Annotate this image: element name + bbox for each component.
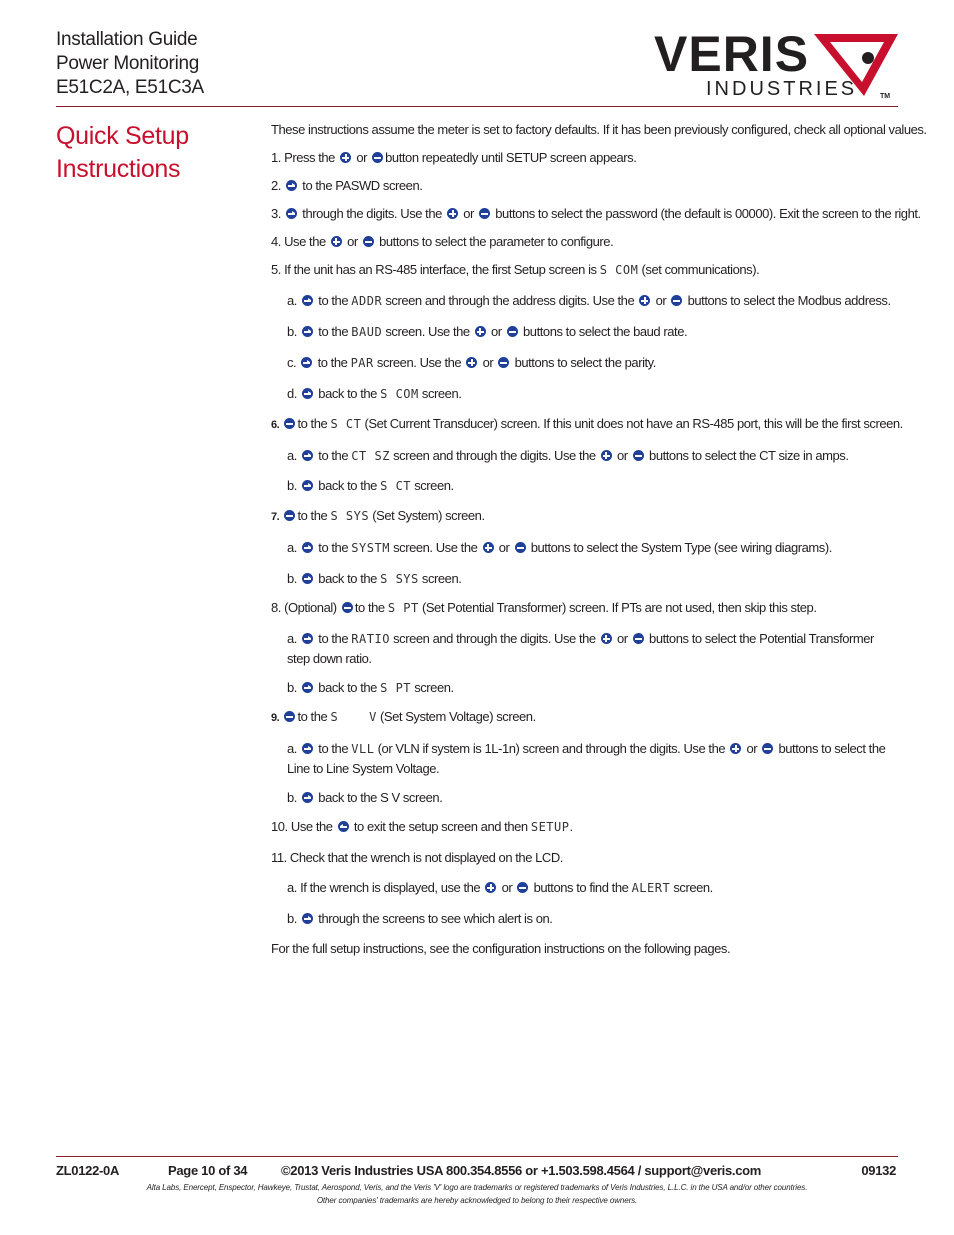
step-2: 2. to the PASWD screen.	[271, 178, 423, 193]
lcd-text: S PT	[387, 601, 419, 615]
up-button-icon	[483, 542, 494, 553]
lcd-text: S CT	[330, 417, 362, 431]
step-7a: a. to the SYSTM screen. Use the or buttons to select the System Type (see wiring diagrams).	[287, 540, 832, 555]
step-11: 11. Check that the wrench is not displayed on the LCD.	[271, 850, 563, 865]
step-4: 4. Use the or buttons to select the parameter to configure.	[271, 234, 614, 249]
document-header	[56, 28, 204, 100]
step-8a: a. to the RATIO screen and through the digits. Use the or buttons to select the Potential Transformer step down ratio.	[287, 631, 874, 666]
lcd-text: S COM	[380, 387, 419, 401]
step-5: 5. If the unit has an RS-485 interface, the first Setup screen is S COM (set communications).	[271, 262, 760, 277]
footer-trademark-2: Other companies' trademarks are hereby acknowledged to belong to their respective owners.	[316, 1196, 638, 1205]
step-6: 6. to the S CT (Set Current Transducer) screen. If this unit does not have an RS-485 port, this will be the first screen.	[271, 416, 903, 431]
footer-divider	[56, 1156, 898, 1157]
down-button-icon	[363, 236, 374, 247]
step-7b: b. back to the S SYS screen.	[287, 571, 462, 586]
footer-page-number: Page 10 of 34	[168, 1163, 248, 1178]
right-button-icon	[302, 573, 313, 584]
up-button-icon	[447, 208, 458, 219]
right-button-icon	[302, 480, 313, 491]
up-button-icon	[466, 357, 477, 368]
step-7: 7. to the S SYS (Set System) screen.	[271, 508, 485, 523]
step-6a: a. to the CT SZ screen and through the digits. Use the or buttons to select the CT size in amps.	[287, 448, 849, 463]
header-line-category: Power Monitoring	[56, 53, 200, 74]
right-button-icon	[302, 743, 313, 754]
right-button-icon	[286, 208, 297, 219]
section-title-line1: Quick Setup	[56, 122, 189, 150]
up-button-icon	[340, 152, 351, 163]
down-button-icon	[507, 326, 518, 337]
down-button-icon	[479, 208, 490, 219]
down-button-icon	[498, 357, 509, 368]
header-line-model: E51C2A, E51C3A	[56, 77, 204, 98]
intro-paragraph: These instructions assume the meter is set to factory defaults. If it has been previously configured, check all optional values.	[271, 122, 927, 137]
lcd-text: S CT	[380, 479, 412, 493]
down-button-icon	[515, 542, 526, 553]
up-button-icon	[639, 295, 650, 306]
logo-word-industries: INDUSTRIES	[706, 78, 858, 100]
lcd-text: ALERT	[631, 881, 671, 895]
up-button-icon	[730, 743, 741, 754]
right-button-icon	[302, 792, 313, 803]
step-5c: c. to the PAR screen. Use the or buttons to select the parity.	[287, 355, 656, 370]
down-button-icon	[762, 743, 773, 754]
right-button-icon	[302, 633, 313, 644]
step-1: 1. Press the or button repeatedly until SETUP screen appears.	[271, 150, 637, 165]
header-line-guide: Installation Guide	[56, 29, 198, 50]
veris-industries-logo	[654, 26, 898, 102]
lcd-text: ADDR	[351, 294, 383, 308]
right-button-icon	[301, 357, 312, 368]
lcd-text: S COM	[599, 263, 639, 277]
lcd-text: VLL	[351, 742, 375, 756]
left-button-icon	[338, 821, 349, 832]
right-button-icon	[302, 542, 313, 553]
logo-word-veris: VERIS	[654, 26, 810, 82]
right-button-icon	[302, 450, 313, 461]
down-button-icon	[342, 602, 353, 613]
lcd-text: S SYS	[380, 572, 419, 586]
lcd-text: S SYS	[330, 509, 370, 523]
footer-trademark-1: Alta Labs, Enercept, Enspector, Hawkeye, Trustat, Aerospond, Veris, and the Veris 'V' logo are trademarks or registered trademarks of Veris Industries, L.L.C. in the USA and/or other countries.	[146, 1183, 808, 1192]
right-button-icon	[302, 295, 313, 306]
right-button-icon	[286, 180, 297, 191]
outro-paragraph: For the full setup instructions, see the configuration instructions on the following pages.	[271, 941, 731, 956]
step-8: 8. (Optional) to the S PT (Set Potential Transformer) screen. If PTs are not used, then skip this step.	[271, 600, 817, 615]
up-button-icon	[331, 236, 342, 247]
lcd-text: S V	[330, 710, 377, 724]
down-button-icon	[284, 711, 295, 722]
step-11b: b. through the screens to see which alert is on.	[287, 911, 553, 926]
lcd-text: SETUP	[530, 820, 570, 834]
logo-dot-icon	[862, 52, 874, 64]
footer-contact: ©2013 Veris Industries USA 800.354.8556 or +1.503.598.4564 / support@veris.com	[281, 1163, 762, 1178]
step-3: 3. through the digits. Use the or buttons to select the password (the default is 00000). Exit the screen to the right.	[271, 206, 921, 221]
step-5a: a. to the ADDR screen and through the address digits. Use the or buttons to select the Modbus address.	[287, 293, 891, 308]
step-9b: b. back to the S V screen.	[287, 790, 443, 805]
down-button-icon	[284, 510, 295, 521]
step-6b: b. back to the S CT screen.	[287, 478, 454, 493]
lcd-text: RATIO	[351, 632, 390, 646]
instructions-body	[271, 118, 927, 958]
header-divider	[56, 106, 898, 107]
section-title-line2: Instructions	[56, 155, 181, 183]
step-9: 9. to the S V (Set System Voltage) screen.	[271, 709, 536, 724]
step-11a: a. If the wrench is displayed, use the or buttons to find the ALERT screen.	[287, 880, 713, 895]
footer-code: 09132	[861, 1163, 896, 1178]
up-button-icon	[485, 882, 496, 893]
footer-doc-id: ZL0122-0A	[56, 1163, 120, 1178]
step-9a: a. to the VLL (or VLN if system is 1L-1n) screen and through the digits. Use the or buttons to select the Line to Line System Voltage.	[287, 741, 886, 776]
down-button-icon	[372, 152, 383, 163]
step-5d: d. back to the S COM screen.	[287, 386, 462, 401]
right-button-icon	[302, 326, 313, 337]
down-button-icon	[517, 882, 528, 893]
down-button-icon	[671, 295, 682, 306]
lcd-text: SYSTM	[351, 541, 390, 555]
up-button-icon	[475, 326, 486, 337]
right-button-icon	[302, 913, 313, 924]
lcd-text: S PT	[380, 681, 412, 695]
lcd-text: BAUD	[351, 325, 383, 339]
step-5b: b. to the BAUD screen. Use the or buttons to select the baud rate.	[287, 324, 688, 339]
step-8b: b. back to the S PT screen.	[287, 680, 454, 695]
right-button-icon	[302, 682, 313, 693]
up-button-icon	[601, 450, 612, 461]
right-button-icon	[302, 388, 313, 399]
down-button-icon	[284, 418, 295, 429]
down-button-icon	[633, 450, 644, 461]
lcd-text: PAR	[350, 356, 374, 370]
section-title	[56, 120, 189, 186]
logo-trademark: TM	[880, 93, 891, 100]
step-10: 10. Use the to exit the setup screen and then SETUP.	[271, 819, 573, 834]
up-button-icon	[601, 633, 612, 644]
down-button-icon	[633, 633, 644, 644]
lcd-text: CT SZ	[351, 449, 390, 463]
